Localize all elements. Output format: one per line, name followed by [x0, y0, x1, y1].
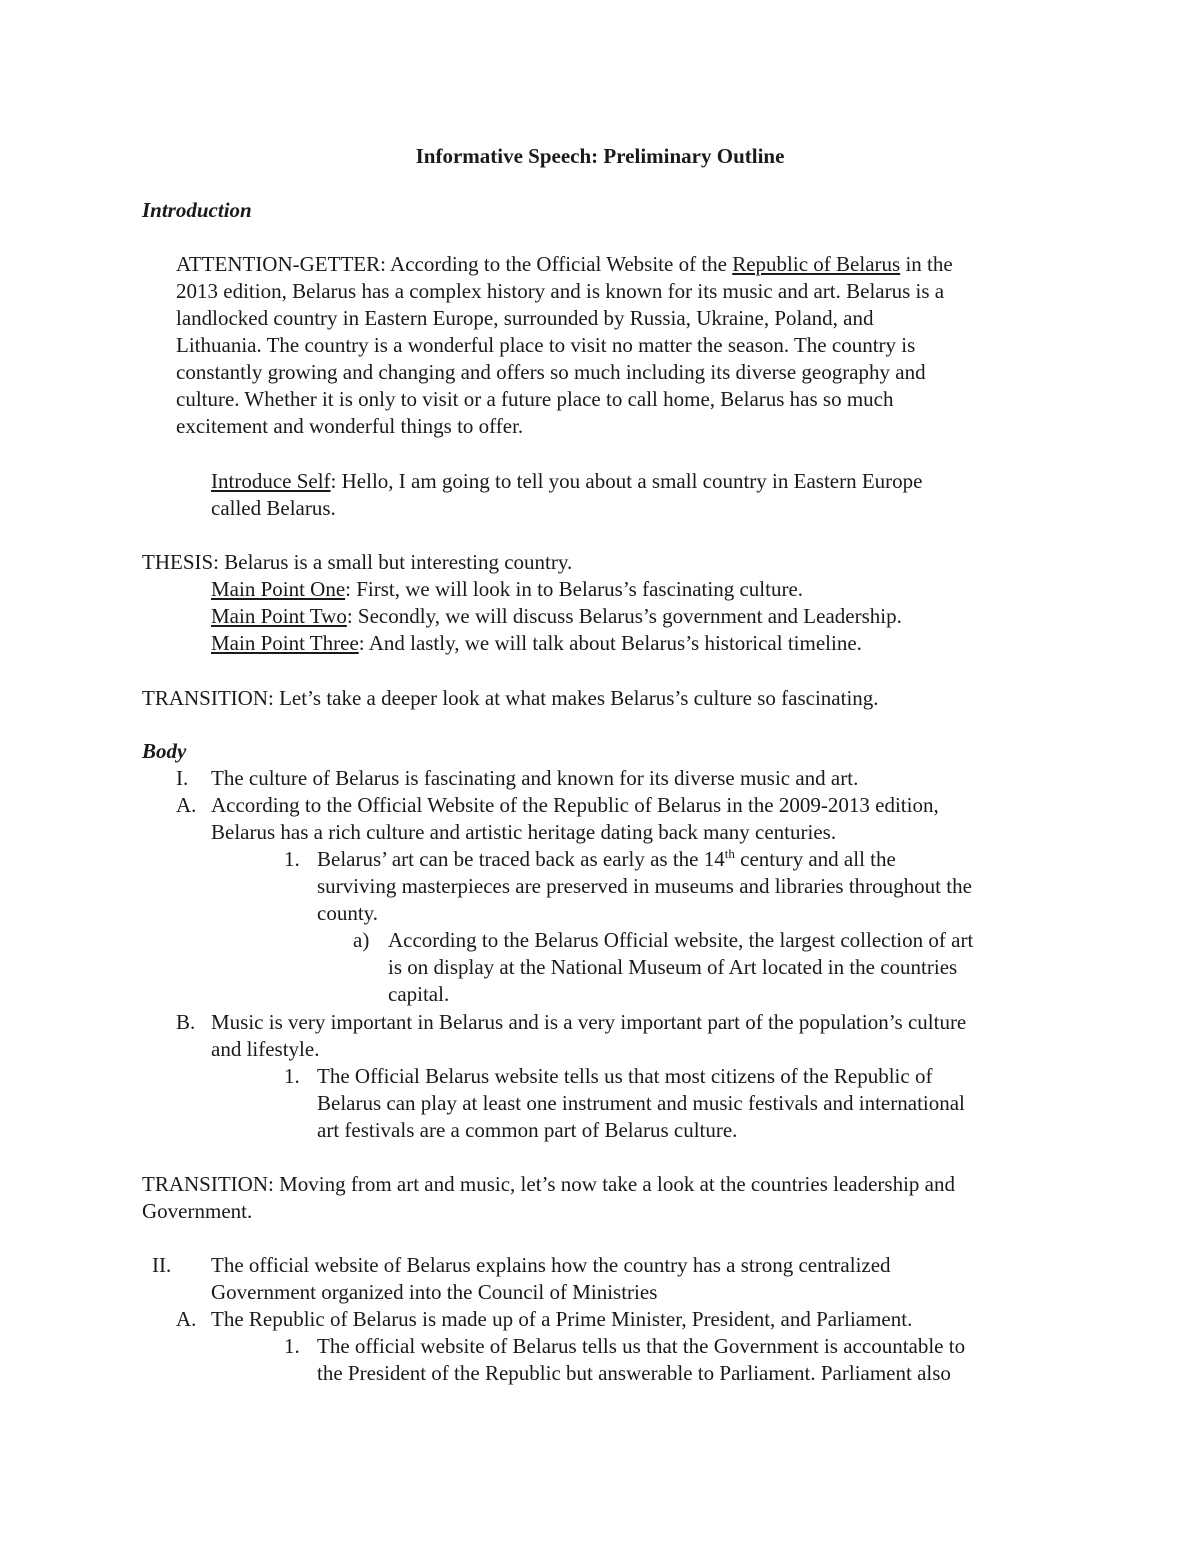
attention-getter-line-5: constantly growing and changing and offers so much including its diverse geography and	[176, 360, 926, 384]
document-title: Informative Speech: Preliminary Outline	[415, 144, 785, 168]
attention-getter-line-6: culture. Whether it is only to visit or a future place to call home, Belarus has so much	[176, 387, 894, 411]
outline-num-II-A: A.	[176, 1307, 197, 1331]
outline-num-II-A-1: 1.	[284, 1334, 300, 1358]
main-point-II-line-2: Government organized into the Council of Ministries	[211, 1280, 658, 1304]
introduce-self-line-2: called Belarus.	[211, 496, 336, 520]
republic-of-belarus-link-text: Republic of Belarus	[732, 252, 901, 276]
subpoint-I-B-line-2: and lifestyle.	[211, 1037, 320, 1061]
outline-num-I-B-1: 1.	[284, 1064, 300, 1088]
transition-2-line-2: Government.	[142, 1199, 253, 1223]
subpoint-II-A: The Republic of Belarus is made up of a Prime Minister, President, and Parliament.	[211, 1307, 913, 1331]
introduce-self-line-1: Introduce Self: Hello, I am going to tell you about a small country in Eastern Europe	[211, 469, 923, 493]
outline-num-II: II.	[152, 1253, 172, 1277]
outline-num-I-A-1-a: a)	[353, 928, 370, 952]
transition-2-line-1: TRANSITION: Moving from art and music, let’s now take a look at the countries leadership and	[142, 1172, 955, 1196]
attention-getter-line-4: Lithuania. The country is a wonderful place to visit no matter the season. The country is	[176, 333, 916, 357]
outline-num-I: I.	[176, 766, 189, 790]
introduction-heading: Introduction	[142, 198, 252, 222]
outline-num-I-B: B.	[176, 1010, 196, 1034]
attention-getter-label: ATTENTION-GETTER	[176, 252, 381, 276]
attention-getter-line-7: excitement and wonderful things to offer.	[176, 414, 524, 438]
subpoint-I-A-1-a-line-1: According to the Belarus Official website, the largest collection of art	[388, 928, 974, 952]
subpoint-I-A-1-line-1: Belarus’ art can be traced back as early as the 14th century and all the	[317, 846, 896, 871]
subpoint-I-A-line-2: Belarus has a rich culture and artistic heritage dating back many centuries.	[211, 820, 837, 844]
introduce-self-label: Introduce Self	[211, 469, 331, 493]
subpoint-I-A-1-a-line-3: capital.	[388, 982, 450, 1006]
subpoint-I-A-1-line-2: surviving masterpieces are preserved in museums and libraries throughout the	[317, 874, 972, 898]
outline-num-I-A: A.	[176, 793, 197, 817]
main-point-two: Main Point Two: Secondly, we will discuss Belarus’s government and Leadership.	[211, 604, 902, 628]
subpoint-I-B-1-line-3: art festivals are a common part of Belarus culture.	[317, 1118, 738, 1142]
main-point-one: Main Point One: First, we will look in to Belarus’s fascinating culture.	[211, 577, 804, 601]
outline-num-I-A-1: 1.	[284, 847, 300, 871]
attention-getter-line-2: 2013 edition, Belarus has a complex history and is known for its music and art. Belarus is a	[176, 279, 945, 303]
body-heading: Body	[142, 739, 187, 763]
thesis-statement: THESIS: Belarus is a small but interesting country.	[142, 550, 573, 574]
attention-getter-line-3: landlocked country in Eastern Europe, surrounded by Russia, Ukraine, Poland, and	[176, 306, 874, 330]
subpoint-I-A-1-line-3: county.	[317, 901, 379, 925]
subpoint-I-A-line-1: According to the Official Website of the Republic of Belarus in the 2009-2013 edition,	[211, 793, 939, 817]
attention-getter-line-1: ATTENTION-GETTER: According to the Official Website of the Republic of Belarus in the	[176, 252, 953, 276]
main-point-II-line-1: The official website of Belarus explains how the country has a strong centralized	[211, 1253, 891, 1277]
subpoint-II-A-1-line-1: The official website of Belarus tells us that the Government is accountable to	[317, 1334, 966, 1358]
subpoint-I-B-1-line-1: The Official Belarus website tells us that most citizens of the Republic of	[317, 1064, 933, 1088]
transition-1: TRANSITION: Let’s take a deeper look at what makes Belarus’s culture so fascinating.	[142, 686, 879, 710]
main-point-I-text: The culture of Belarus is fascinating and known for its diverse music and art.	[211, 766, 859, 790]
subpoint-I-A-1-a-line-2: is on display at the National Museum of Art located in the countries	[388, 955, 958, 979]
subpoint-I-B-line-1: Music is very important in Belarus and is a very important part of the population’s culture	[211, 1010, 967, 1034]
main-point-three: Main Point Three: And lastly, we will talk about Belarus’s historical timeline.	[211, 631, 862, 655]
subpoint-I-B-1-line-2: Belarus can play at least one instrument and music festivals and international	[317, 1091, 965, 1115]
subpoint-II-A-1-line-2: the President of the Republic but answerable to Parliament. Parliament also	[317, 1361, 951, 1385]
